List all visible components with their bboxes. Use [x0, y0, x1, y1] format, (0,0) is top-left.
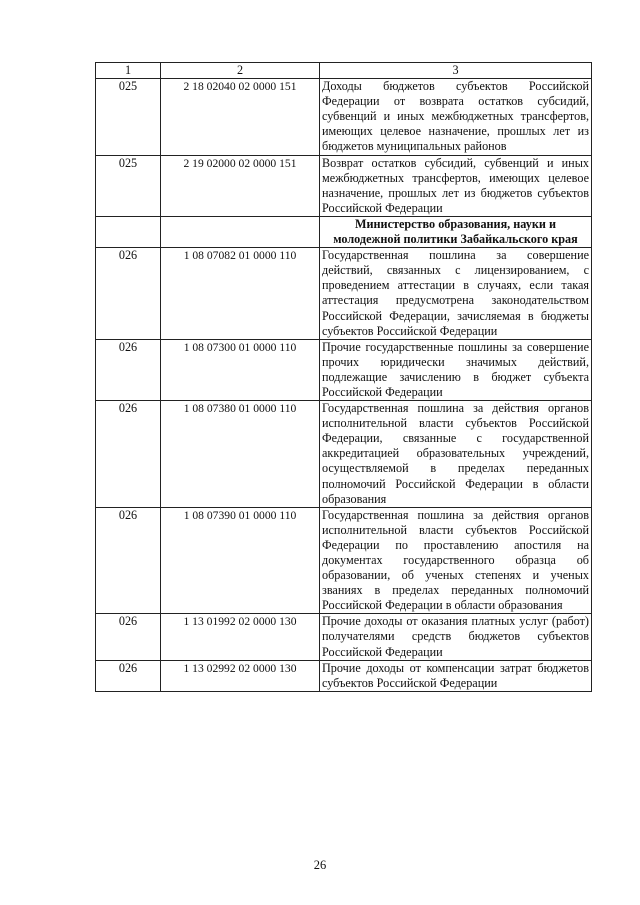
revenue-name-cell: Доходы бюджетов субъектов Российской Федерации от возврата остатков субсидий, субвенций и иных межбюджетных трансфертов, имеющих целевое назначение, прошлых лет из бюджетов муниципальных районов [320, 79, 592, 155]
admin-code-cell: 025 [96, 79, 161, 155]
revenue-code-cell: 1 13 01992 02 0000 130 [161, 614, 320, 660]
revenue-name-cell: Прочие государственные пошлины за совершение прочих юридически значимых действий, подлежащие зачислению в бюджет субъекта Российской Федерации [320, 339, 592, 400]
admin-code-cell [96, 216, 161, 247]
admin-code-cell: 026 [96, 248, 161, 340]
admin-code-cell: 026 [96, 614, 161, 660]
table-body [96, 79, 592, 692]
table-row [96, 507, 592, 614]
admin-code-cell: 025 [96, 155, 161, 216]
admin-code-cell: 026 [96, 660, 161, 691]
admin-code-cell: 026 [96, 507, 161, 614]
header-col-2: 2 [161, 63, 320, 79]
page-number: 26 [313, 858, 327, 872]
section-header-row [96, 216, 592, 247]
header-col-3: 3 [320, 63, 592, 79]
revenue-code-cell: 1 08 07082 01 0000 110 [161, 248, 320, 340]
revenue-code-cell: 2 18 02040 02 0000 151 [161, 79, 320, 155]
table-row [96, 401, 592, 508]
table-row [96, 248, 592, 340]
revenue-codes-table [95, 62, 592, 692]
table-row [96, 339, 592, 400]
revenue-code-cell: 1 08 07380 01 0000 110 [161, 401, 320, 508]
revenue-code-cell: 1 08 07390 01 0000 110 [161, 507, 320, 614]
admin-code-cell: 026 [96, 339, 161, 400]
revenue-name-cell: Возврат остатков субсидий, субвенций и иных межбюджетных трансфертов, имеющих целевое назначение, прошлых лет из бюджетов субъектов Российской Федерации [320, 155, 592, 216]
revenue-code-cell [161, 216, 320, 247]
table-header-row [96, 63, 592, 79]
revenue-code-cell: 1 08 07300 01 0000 110 [161, 339, 320, 400]
revenue-name-cell: Прочие доходы от компенсации затрат бюджетов субъектов Российской Федерации [320, 660, 592, 691]
revenue-code-cell: 1 13 02992 02 0000 130 [161, 660, 320, 691]
revenue-name-cell: Государственная пошлина за действия органов исполнительной власти субъектов Российской Федерации по проставлению апостиля на документах государственного образца об образовании, об ученых степенях и ученых званиях в пределах переданных полномочий Российской Федерации в области образования [320, 507, 592, 614]
table-row [96, 155, 592, 216]
header-col-1: 1 [96, 63, 161, 79]
table-row [96, 660, 592, 691]
table-row [96, 614, 592, 660]
revenue-name-cell: Министерство образования, науки и молодежной политики Забайкальского края [320, 216, 592, 247]
revenue-code-cell: 2 19 02000 02 0000 151 [161, 155, 320, 216]
revenue-name-cell: Государственная пошлина за совершение действий, связанных с лицензированием, с проведением аттестации в случаях, если такая аттестация предусмотрена законодательством Российской Федерации, зачисляемая в бюджеты субъектов Российской Федерации [320, 248, 592, 340]
table-row [96, 79, 592, 155]
revenue-name-cell: Прочие доходы от оказания платных услуг (работ) получателями средств бюджетов субъектов Российской Федерации [320, 614, 592, 660]
admin-code-cell: 026 [96, 401, 161, 508]
revenue-name-cell: Государственная пошлина за действия органов исполнительной власти субъектов Российской Федерации, связанные с государственной аккредитацией образовательных учреждений, осуществляемой в пределах переданных полномочий Российской Федерации в области образования [320, 401, 592, 508]
